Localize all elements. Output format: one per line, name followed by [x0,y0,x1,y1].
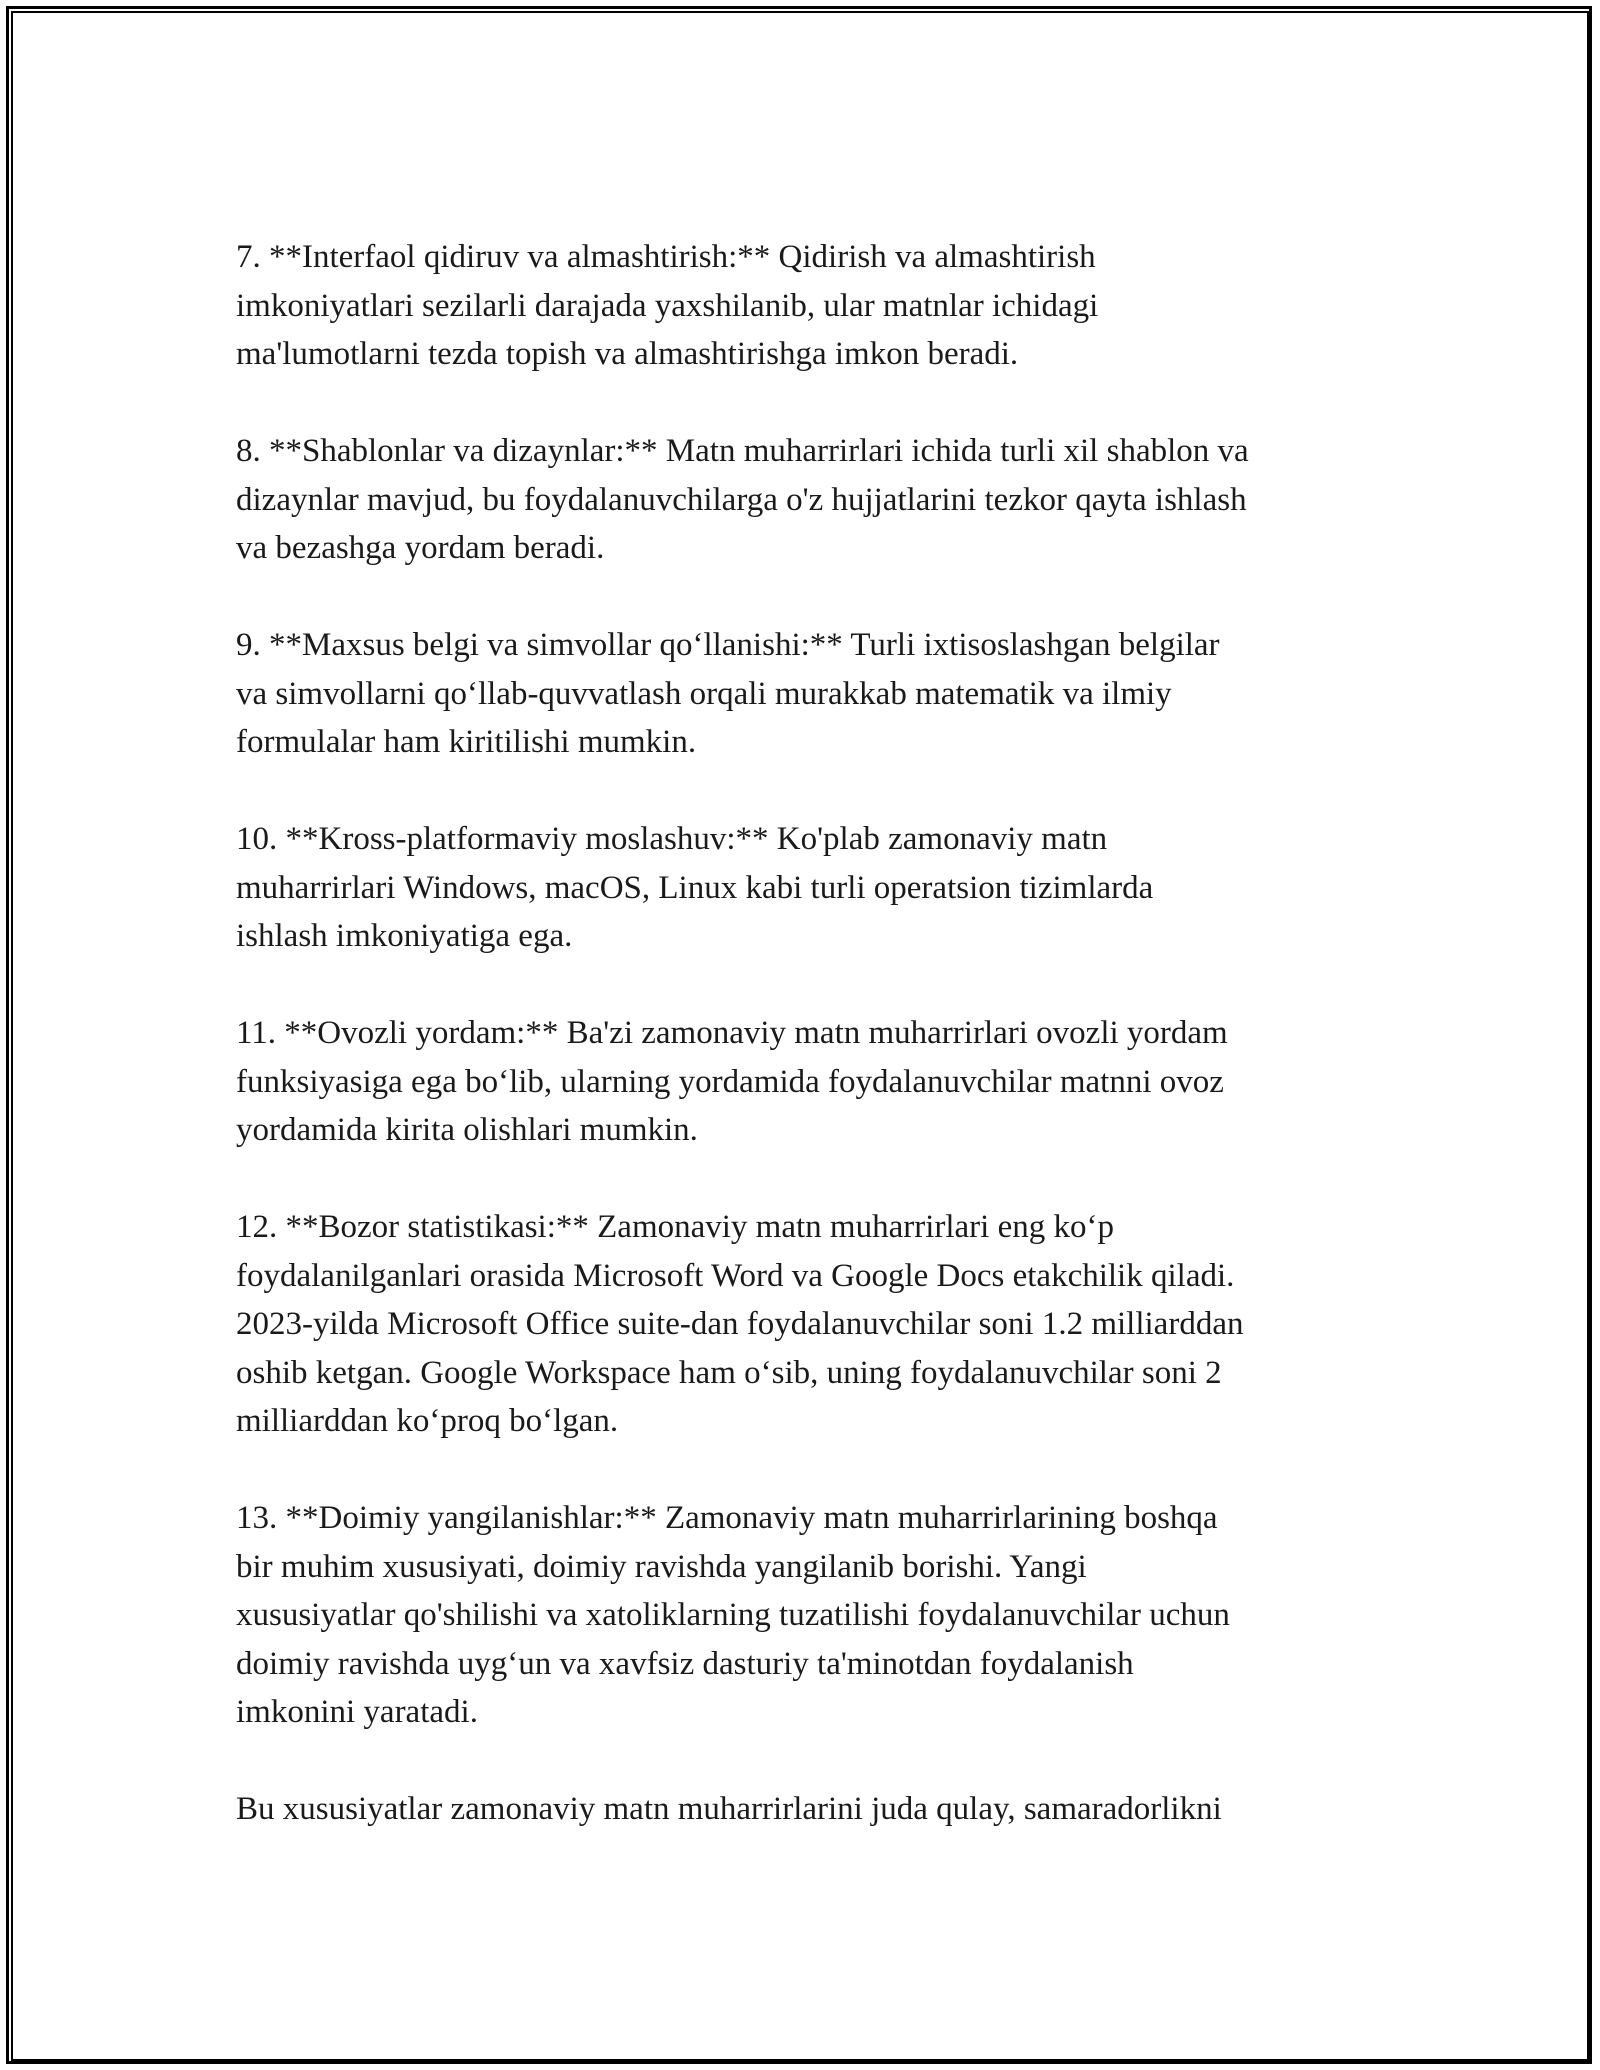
paragraph-market-statistics: 12. **Bozor statistikasi:** Zamonaviy matn muharrirlari eng ko‘p foydalanilganlari orasida Microsoft Word va Google Docs etakchilik qiladi. 2023-yilda Microsoft Office suite-dan foydalanuvchilar soni 1.2 milliarddan oshib ketgan. Google Workspace ham o‘sib, uning foydalanuvchilar soni 2 milliarddan ko‘proq bo‘lgan. [236,1209,1244,1439]
document-body [236,233,1396,1882]
paragraph-conclusion: Bu xususiyatlar zamonaviy matn muharrirlarini juda qulay, samaradorlikni [236,1791,1222,1827]
paragraph-templates-designs: 8. **Shablonlar va dizaynlar:** Matn muharrirlari ichida turli xil shablon va dizaynlar mavjud, bu foydalanuvchilarga o'z hujjatlarini tezkor qayta ishlash va bezashga yordam beradi. [236,433,1249,566]
paragraph-voice-assistance: 11. **Ovozli yordam:** Ba'zi zamonaviy matn muharrirlari ovozli yordam funksiyasiga ega bo‘lib, ularning yordamida foydalanuvchilar matnni ovoz yordamida kirita olishlari mumkin. [236,1015,1228,1148]
paragraph-constant-updates: 13. **Doimiy yangilanishlar:** Zamonaviy matn muharrirlarining boshqa bir muhim xususiyati, doimiy ravishda yangilanib borishi. Yangi xususiyatlar qo'shilishi va xatoliklarning tuzatilishi foydalanuvchilar uchun doimiy ravishda uyg‘un va xavfsiz dasturiy ta'minotdan foydalanish imkonini yaratadi. [236,1500,1230,1730]
paragraph-special-symbols: 9. **Maxsus belgi va simvollar qo‘llanishi:** Turli ixtisoslashgan belgilar va simvollarni qo‘llab-quvvatlash orqali murakkab matematik va ilmiy formulalar ham kiritilishi mumkin. [236,627,1220,760]
paragraph-interactive-search: 7. **Interfaol qidiruv va almashtirish:** Qidirish va almashtirish imkoniyatlari sezilarli darajada yaxshilanib, ular matnlar ichidagi ma'lumotlarni tezda topish va almashtirishga imkon beradi. [236,239,1099,372]
paragraph-cross-platform: 10. **Kross-platformaviy moslashuv:** Ko'plab zamonaviy matn muharrirlari Windows, macOS, Linux kabi turli operatsion tizimlarda ishlash imkoniyatiga ega. [236,821,1154,954]
